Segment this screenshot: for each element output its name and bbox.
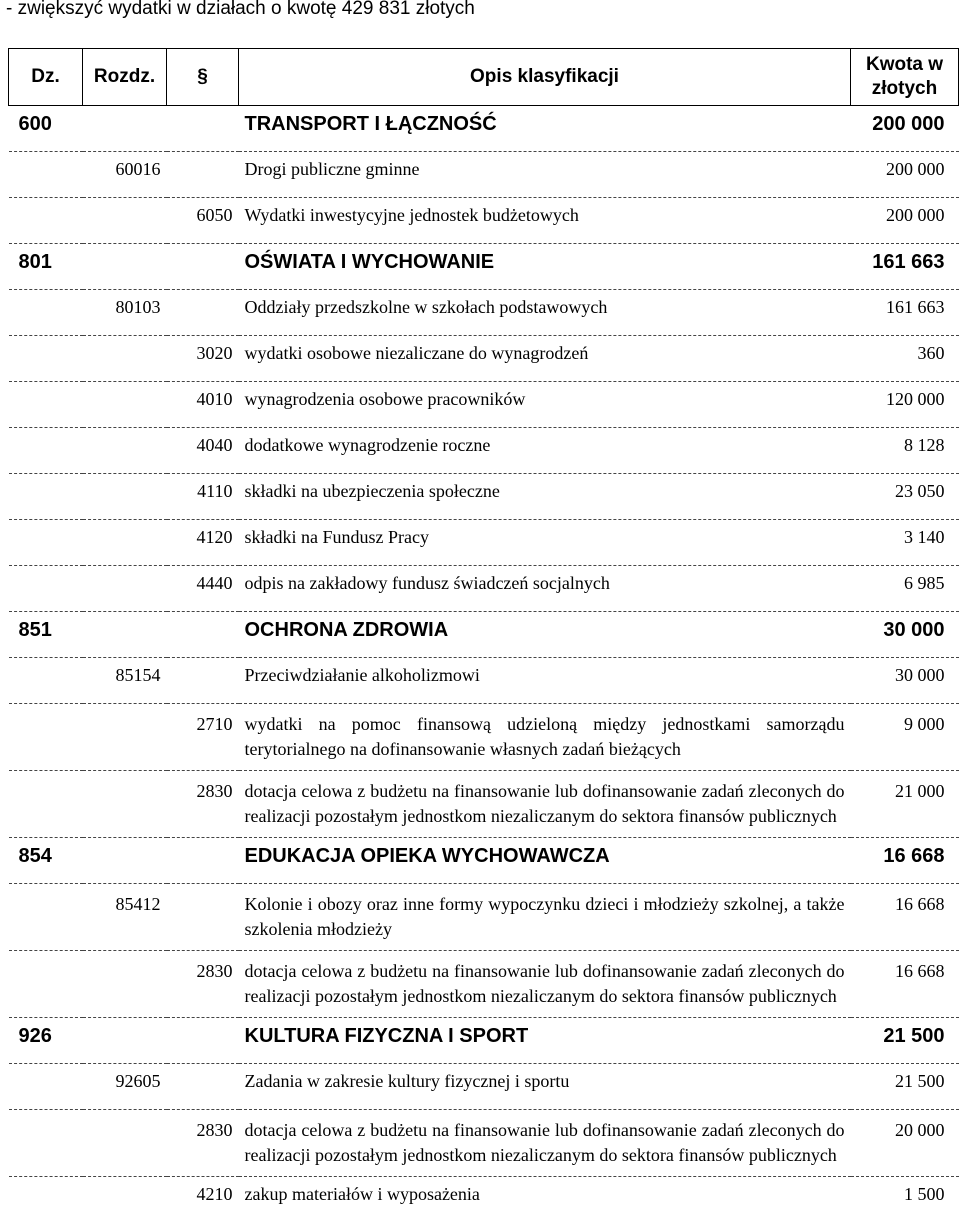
cell-dzial (9, 152, 83, 198)
cell-opis: OCHRONA ZDROWIA (239, 612, 851, 658)
cell-kwota: 6 985 (851, 566, 959, 612)
cell-dzial (9, 198, 83, 244)
cell-rozdzial: 60016 (83, 152, 167, 198)
cell-kwota: 161 663 (851, 290, 959, 336)
cell-opis: dodatkowe wynagrodzenie roczne (239, 428, 851, 474)
cell-paragraf: 2830 (167, 1110, 239, 1177)
cell-rozdzial (83, 474, 167, 520)
cell-opis: TRANSPORT I ŁĄCZNOŚĆ (239, 106, 851, 152)
cell-rozdzial (83, 612, 167, 658)
cell-dzial (9, 658, 83, 704)
cell-dzial (9, 382, 83, 428)
header-dz: Dz. (9, 49, 83, 106)
cell-dzial: 801 (9, 244, 83, 290)
cell-opis: wydatki osobowe niezaliczane do wynagrodzeń (239, 336, 851, 382)
cell-kwota: 200 000 (851, 198, 959, 244)
cell-paragraf (167, 1018, 239, 1064)
cell-dzial (9, 336, 83, 382)
cell-paragraf: 4440 (167, 566, 239, 612)
cell-dzial (9, 428, 83, 474)
cell-paragraf (167, 612, 239, 658)
cell-kwota: 21 500 (851, 1064, 959, 1110)
cell-paragraf (167, 290, 239, 336)
cell-paragraf: 4010 (167, 382, 239, 428)
cell-paragraf (167, 244, 239, 290)
budget-table (8, 48, 959, 1222)
cell-rozdzial (83, 336, 167, 382)
header-kwota-line1: Kwota w (866, 54, 943, 75)
cell-opis: OŚWIATA I WYCHOWANIE (239, 244, 851, 290)
cell-rozdzial (83, 428, 167, 474)
cell-paragraf: 3020 (167, 336, 239, 382)
cell-dzial (9, 566, 83, 612)
table-row (9, 566, 959, 612)
cell-rozdzial (83, 566, 167, 612)
table-row (9, 658, 959, 704)
cell-paragraf: 6050 (167, 198, 239, 244)
table-row (9, 106, 959, 152)
cell-paragraf: 2710 (167, 704, 239, 771)
cell-dzial: 851 (9, 612, 83, 658)
header-kwota (851, 49, 959, 106)
cell-paragraf (167, 838, 239, 884)
cell-dzial (9, 474, 83, 520)
cell-rozdzial (83, 1177, 167, 1222)
table-row (9, 1110, 959, 1177)
cell-kwota: 16 668 (851, 838, 959, 884)
cell-kwota: 30 000 (851, 658, 959, 704)
cell-paragraf: 4210 (167, 1177, 239, 1222)
table-row (9, 951, 959, 1018)
table-row (9, 838, 959, 884)
cell-dzial (9, 1177, 83, 1222)
cell-paragraf (167, 658, 239, 704)
cell-paragraf: 4040 (167, 428, 239, 474)
cell-paragraf (167, 1064, 239, 1110)
cell-kwota: 161 663 (851, 244, 959, 290)
table-row (9, 884, 959, 951)
table-row (9, 198, 959, 244)
cell-kwota: 3 140 (851, 520, 959, 566)
cell-dzial (9, 951, 83, 1018)
cell-opis: Wydatki inwestycyjne jednostek budżetowych (239, 198, 851, 244)
cell-rozdzial (83, 106, 167, 152)
cell-kwota: 8 128 (851, 428, 959, 474)
cell-dzial (9, 520, 83, 566)
cell-rozdzial (83, 198, 167, 244)
cell-dzial: 600 (9, 106, 83, 152)
cell-dzial: 926 (9, 1018, 83, 1064)
table-row (9, 704, 959, 771)
table-row (9, 290, 959, 336)
cell-rozdzial (83, 382, 167, 428)
cell-opis: dotacja celowa z budżetu na finansowanie lub dofinansowanie zadań zleconych do realizacji pozostałym jednostkom niezaliczanym do sektora finansów publicznych (239, 951, 851, 1018)
cell-kwota: 16 668 (851, 951, 959, 1018)
table-row (9, 1177, 959, 1222)
cell-rozdzial (83, 951, 167, 1018)
cell-opis: Przeciwdziałanie alkoholizmowi (239, 658, 851, 704)
cell-dzial (9, 771, 83, 838)
table-row (9, 520, 959, 566)
cell-rozdzial (83, 704, 167, 771)
cell-opis: Oddziały przedszkolne w szkołach podstawowych (239, 290, 851, 336)
cell-opis: KULTURA FIZYCZNA I SPORT (239, 1018, 851, 1064)
cell-opis: Kolonie i obozy oraz inne formy wypoczynku dzieci i młodzieży szkolnej, a także szkolenia młodzieży (239, 884, 851, 951)
cell-kwota: 21 500 (851, 1018, 959, 1064)
cell-rozdzial (83, 1018, 167, 1064)
header-rozdz: Rozdz. (83, 49, 167, 106)
cell-rozdzial: 80103 (83, 290, 167, 336)
cell-paragraf (167, 884, 239, 951)
cell-paragraf: 2830 (167, 771, 239, 838)
cell-rozdzial: 92605 (83, 1064, 167, 1110)
table-row (9, 428, 959, 474)
cell-opis: Drogi publiczne gminne (239, 152, 851, 198)
cell-kwota: 21 000 (851, 771, 959, 838)
cell-dzial (9, 704, 83, 771)
cell-kwota: 20 000 (851, 1110, 959, 1177)
table-row (9, 336, 959, 382)
cell-opis: zakup materiałów i wyposażenia (239, 1177, 851, 1222)
header-kwota-line2: złotych (872, 78, 937, 99)
cell-kwota: 200 000 (851, 152, 959, 198)
cell-dzial (9, 884, 83, 951)
cell-opis: składki na Fundusz Pracy (239, 520, 851, 566)
cell-dzial (9, 1064, 83, 1110)
header-row (9, 49, 959, 106)
cell-opis: wynagrodzenia osobowe pracowników (239, 382, 851, 428)
table-row (9, 1018, 959, 1064)
cell-rozdzial (83, 520, 167, 566)
cell-opis: Zadania w zakresie kultury fizycznej i sportu (239, 1064, 851, 1110)
table-row (9, 612, 959, 658)
cell-opis: dotacja celowa z budżetu na finansowanie lub dofinansowanie zadań zleconych do realizacji pozostałym jednostkom niezaliczanym do sektora finansów publicznych (239, 1110, 851, 1177)
table-row (9, 244, 959, 290)
cell-opis: dotacja celowa z budżetu na finansowanie lub dofinansowanie zadań zleconych do realizacji pozostałym jednostkom niezaliczanym do sektora finansów publicznych (239, 771, 851, 838)
cell-kwota: 9 000 (851, 704, 959, 771)
cell-kwota: 1 500 (851, 1177, 959, 1222)
table-row (9, 474, 959, 520)
cell-kwota: 120 000 (851, 382, 959, 428)
cell-rozdzial: 85154 (83, 658, 167, 704)
table-row (9, 152, 959, 198)
cell-kwota: 23 050 (851, 474, 959, 520)
cell-rozdzial (83, 838, 167, 884)
cell-opis: EDUKACJA OPIEKA WYCHOWAWCZA (239, 838, 851, 884)
cell-kwota: 30 000 (851, 612, 959, 658)
table-row (9, 771, 959, 838)
header-paragraph: § (167, 49, 239, 106)
cell-opis: odpis na zakładowy fundusz świadczeń socjalnych (239, 566, 851, 612)
cell-paragraf (167, 106, 239, 152)
cell-rozdzial (83, 244, 167, 290)
cell-paragraf: 4120 (167, 520, 239, 566)
cell-opis: wydatki na pomoc finansową udzieloną między jednostkami samorządu terytorialnego na dofinansowanie własnych zadań bieżących (239, 704, 851, 771)
intro-text: - zwiększyć wydatki w działach o kwotę 429 831 złotych (6, 0, 475, 20)
cell-paragraf: 2830 (167, 951, 239, 1018)
table-row (9, 1064, 959, 1110)
cell-rozdzial (83, 771, 167, 838)
cell-kwota: 16 668 (851, 884, 959, 951)
cell-paragraf: 4110 (167, 474, 239, 520)
cell-opis: składki na ubezpieczenia społeczne (239, 474, 851, 520)
cell-kwota: 360 (851, 336, 959, 382)
cell-paragraf (167, 152, 239, 198)
table-row (9, 382, 959, 428)
header-opis: Opis klasyfikacji (239, 49, 851, 106)
cell-rozdzial (83, 1110, 167, 1177)
cell-rozdzial: 85412 (83, 884, 167, 951)
cell-dzial (9, 290, 83, 336)
cell-dzial (9, 1110, 83, 1177)
cell-dzial: 854 (9, 838, 83, 884)
cell-kwota: 200 000 (851, 106, 959, 152)
